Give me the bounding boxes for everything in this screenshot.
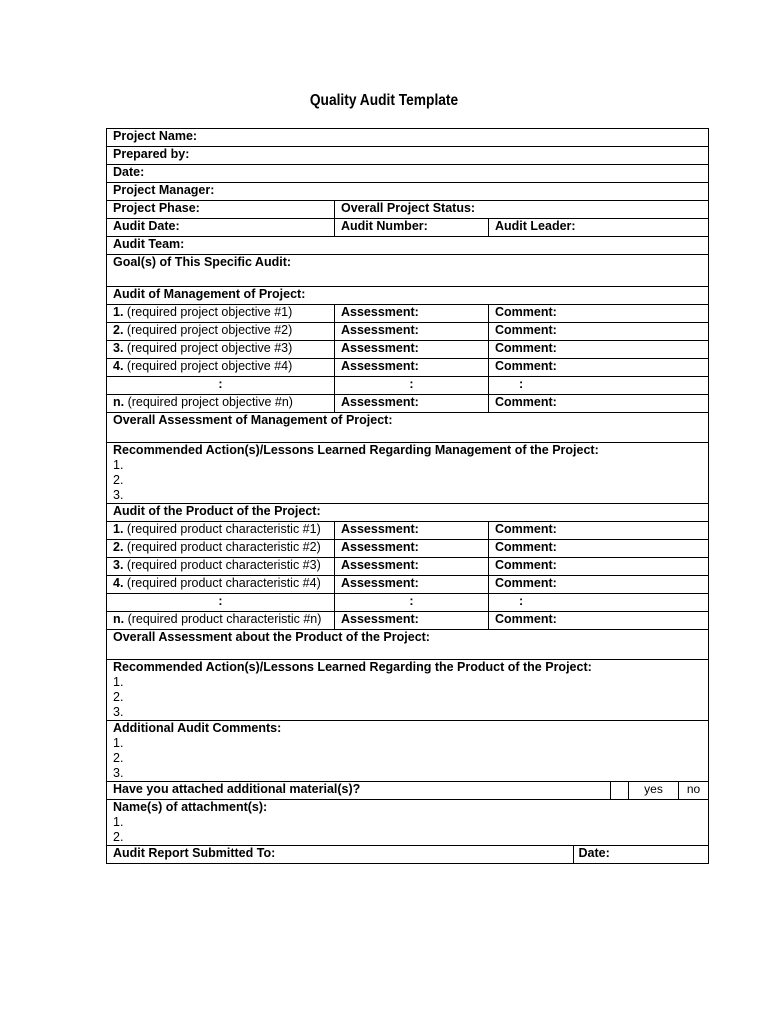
item-text: (required product characteristic #1) bbox=[123, 522, 321, 536]
product-assessment-4[interactable]: Assessment: bbox=[335, 576, 489, 594]
item-text: (required project objective #2) bbox=[123, 323, 293, 337]
product-comment-3[interactable]: Comment: bbox=[489, 558, 709, 576]
audit-team-row bbox=[107, 237, 709, 255]
product-assessment-2[interactable]: Assessment: bbox=[335, 540, 489, 558]
item-text: (required product characteristic #4) bbox=[123, 576, 321, 590]
item-number: n. bbox=[113, 612, 125, 626]
management-item-row bbox=[107, 323, 709, 341]
product-recommended-row bbox=[107, 660, 709, 721]
product-item-row bbox=[107, 612, 709, 630]
management-objective-n[interactable] bbox=[107, 395, 335, 413]
management-overall-field[interactable]: Overall Assessment of Management of Project: bbox=[107, 413, 709, 443]
yes-checkbox[interactable] bbox=[611, 782, 629, 800]
product-assessment-n[interactable]: Assessment: bbox=[335, 612, 489, 630]
list-number: 1. bbox=[113, 675, 124, 689]
item-text: (required project objective #4) bbox=[123, 359, 293, 373]
attachment-names-heading: Name(s) of attachment(s): bbox=[113, 800, 268, 814]
goals-row bbox=[107, 255, 709, 287]
audit-date-row bbox=[107, 219, 709, 237]
audit-date-field[interactable]: Audit Date: bbox=[107, 219, 335, 237]
management-item-row bbox=[107, 341, 709, 359]
management-recommended-row bbox=[107, 443, 709, 504]
management-item-row bbox=[107, 395, 709, 413]
product-heading: Audit of the Product of the Project: bbox=[107, 504, 709, 522]
product-item-row bbox=[107, 522, 709, 540]
project-phase-field[interactable]: Project Phase: bbox=[107, 201, 335, 219]
ellipsis-mark: : bbox=[335, 594, 489, 612]
management-comment-n[interactable]: Comment: bbox=[489, 395, 709, 413]
management-assessment-n[interactable]: Assessment: bbox=[335, 395, 489, 413]
product-item-row bbox=[107, 576, 709, 594]
product-comment-n[interactable]: Comment: bbox=[489, 612, 709, 630]
product-assessment-3[interactable]: Assessment: bbox=[335, 558, 489, 576]
management-comment-2[interactable]: Comment: bbox=[489, 323, 709, 341]
item-number: 1. bbox=[113, 305, 124, 319]
management-heading: Audit of Management of Project: bbox=[107, 287, 709, 305]
list-number: 2. bbox=[113, 690, 124, 704]
management-comment-1[interactable]: Comment: bbox=[489, 305, 709, 323]
product-ellipsis-row bbox=[107, 594, 709, 612]
ellipsis-mark: : bbox=[107, 377, 335, 395]
management-ellipsis-row bbox=[107, 377, 709, 395]
item-text: (required product characteristic #2) bbox=[123, 540, 321, 554]
product-characteristic-4[interactable] bbox=[107, 576, 335, 594]
recommended-heading: Recommended Action(s)/Lessons Learned Regarding Management of the Project: bbox=[113, 443, 599, 457]
list-number: 3. bbox=[113, 488, 124, 502]
management-comment-3[interactable]: Comment: bbox=[489, 341, 709, 359]
attached-materials-row bbox=[107, 782, 709, 800]
management-item-row bbox=[107, 305, 709, 323]
management-objective-2[interactable] bbox=[107, 323, 335, 341]
yes-label[interactable]: yes bbox=[629, 782, 679, 800]
date-row bbox=[107, 165, 709, 183]
management-assessment-2[interactable]: Assessment: bbox=[335, 323, 489, 341]
list-number: 2. bbox=[113, 830, 124, 844]
management-objective-1[interactable] bbox=[107, 305, 335, 323]
item-number: 3. bbox=[113, 341, 124, 355]
item-number: 2. bbox=[113, 323, 124, 337]
management-objective-4[interactable] bbox=[107, 359, 335, 377]
project-name-row bbox=[107, 129, 709, 147]
additional-comments-row bbox=[107, 721, 709, 782]
management-assessment-1[interactable]: Assessment: bbox=[335, 305, 489, 323]
audit-team-field[interactable]: Audit Team: bbox=[107, 237, 709, 255]
document-title: Quality Audit Template bbox=[309, 92, 459, 109]
audit-leader-field[interactable]: Audit Leader: bbox=[489, 219, 709, 237]
attached-question: Have you attached additional material(s)? bbox=[107, 782, 611, 800]
prepared-by-row bbox=[107, 147, 709, 165]
submitted-date-field: Date: bbox=[573, 846, 610, 863]
management-heading-row bbox=[107, 287, 709, 305]
submitted-to-field[interactable]: Audit Report Submitted To: bbox=[107, 846, 611, 864]
item-text: (required project objective #1) bbox=[123, 305, 293, 319]
item-text: (required product characteristic #n) bbox=[124, 612, 322, 626]
additional-comments-field[interactable] bbox=[107, 721, 709, 782]
product-comment-4[interactable]: Comment: bbox=[489, 576, 709, 594]
list-number: 2. bbox=[113, 751, 124, 765]
ellipsis-mark: : bbox=[107, 594, 335, 612]
ellipsis-mark: : bbox=[489, 594, 709, 612]
item-number: n. bbox=[113, 395, 125, 409]
management-objective-3[interactable] bbox=[107, 341, 335, 359]
attachment-names-field[interactable] bbox=[107, 800, 709, 846]
product-overall-row bbox=[107, 630, 709, 660]
recommended-heading: Recommended Action(s)/Lessons Learned Regarding the Product of the Project: bbox=[113, 660, 592, 674]
ellipsis-mark: : bbox=[335, 377, 489, 395]
attachment-names-row bbox=[107, 800, 709, 846]
management-comment-4[interactable]: Comment: bbox=[489, 359, 709, 377]
submitted-row bbox=[107, 846, 709, 864]
management-item-row bbox=[107, 359, 709, 377]
list-number: 1. bbox=[113, 815, 124, 829]
product-item-row bbox=[107, 540, 709, 558]
audit-form-table bbox=[106, 128, 709, 864]
product-comment-2[interactable]: Comment: bbox=[489, 540, 709, 558]
item-number: 4. bbox=[113, 576, 124, 590]
list-number: 2. bbox=[113, 473, 124, 487]
item-number: 2. bbox=[113, 540, 124, 554]
list-number: 1. bbox=[113, 458, 124, 472]
product-heading-row bbox=[107, 504, 709, 522]
project-phase-row bbox=[107, 201, 709, 219]
additional-comments-heading: Additional Audit Comments: bbox=[113, 721, 282, 735]
product-item-row bbox=[107, 558, 709, 576]
item-text: (required project objective #3) bbox=[123, 341, 293, 355]
audit-number-field[interactable]: Audit Number: bbox=[335, 219, 489, 237]
list-number: 3. bbox=[113, 705, 124, 719]
product-comment-1[interactable]: Comment: bbox=[489, 522, 709, 540]
project-manager-field[interactable]: Project Manager: bbox=[107, 183, 709, 201]
management-recommended-field[interactable] bbox=[107, 443, 709, 504]
ellipsis-mark: : bbox=[489, 377, 709, 395]
item-text: (required project objective #n) bbox=[124, 395, 293, 409]
no-label[interactable]: no bbox=[679, 782, 709, 800]
product-characteristic-2[interactable] bbox=[107, 540, 335, 558]
list-number: 3. bbox=[113, 766, 124, 780]
overall-project-status-field[interactable]: Overall Project Status: bbox=[335, 201, 709, 219]
submitted-date-cell[interactable] bbox=[578, 846, 709, 864]
management-assessment-3[interactable]: Assessment: bbox=[335, 341, 489, 359]
management-assessment-4[interactable]: Assessment: bbox=[335, 359, 489, 377]
product-characteristic-n[interactable] bbox=[107, 612, 335, 630]
project-manager-row bbox=[107, 183, 709, 201]
item-number: 4. bbox=[113, 359, 124, 373]
product-recommended-field[interactable] bbox=[107, 660, 709, 721]
product-characteristic-3[interactable] bbox=[107, 558, 335, 576]
prepared-by-field[interactable]: Prepared by: bbox=[107, 147, 709, 165]
project-name-field[interactable]: Project Name: bbox=[107, 129, 709, 147]
item-number: 3. bbox=[113, 558, 124, 572]
list-number: 1. bbox=[113, 736, 124, 750]
item-text: (required product characteristic #3) bbox=[123, 558, 321, 572]
product-overall-field[interactable]: Overall Assessment about the Product of the Project: bbox=[107, 630, 709, 660]
product-characteristic-1[interactable] bbox=[107, 522, 335, 540]
goals-field[interactable]: Goal(s) of This Specific Audit: bbox=[107, 255, 709, 287]
product-assessment-1[interactable]: Assessment: bbox=[335, 522, 489, 540]
item-number: 1. bbox=[113, 522, 124, 536]
date-field[interactable]: Date: bbox=[107, 165, 709, 183]
management-overall-row bbox=[107, 413, 709, 443]
